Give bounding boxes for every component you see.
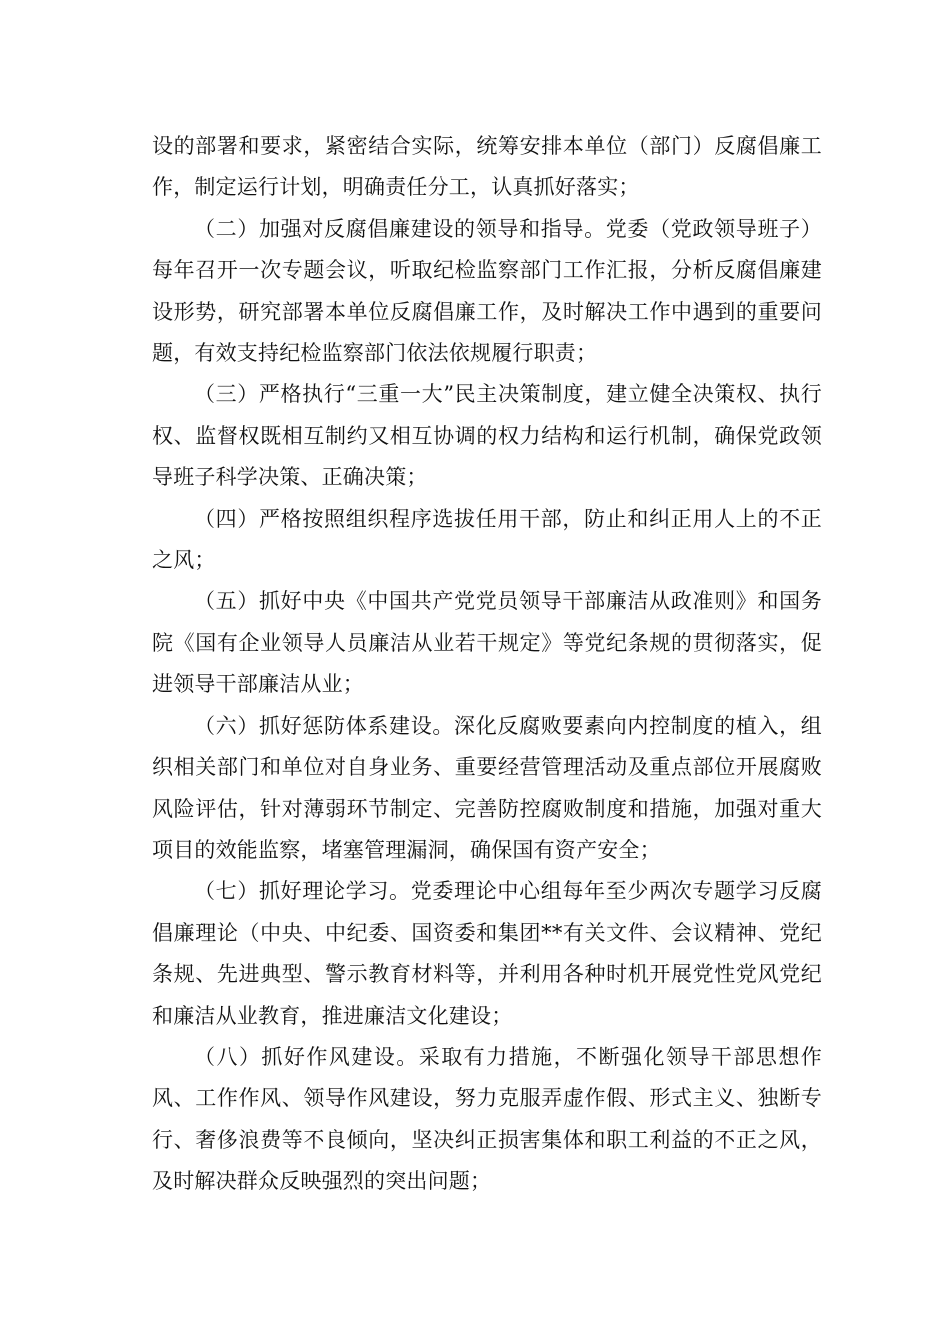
paragraph-item-4: （四）严格按照组织程序选拔任用干部，防止和纠正用人上的不正之风；: [152, 506, 822, 573]
paragraph-item-8: （八）抓好作风建设。采取有力措施，不断强化领导干部思想作风、工作作风、领导作风建设，努力克服弄虚作假、形式主义、独断专行、奢侈浪费等不良倾向，坚决纠正损害集体和职工利益的不正之风，及时解决群众反映强烈的突出问题；: [152, 1044, 822, 1194]
paragraph-item-7: （七）抓好理论学习。党委理论中心组每年至少两次专题学习反腐倡廉理论（中央、中纪委、国资委和集团**有关文件、会议精神、党纪条规、先进典型、警示教育材料等，并利用各种时机开展党性党风党纪和廉洁从业教育，推进廉洁文化建设；: [152, 879, 822, 1028]
paragraph-continuation: 设的部署和要求，紧密结合实际，统筹安排本单位（部门）反腐倡廉工作，制定运行计划，明确责任分工，认真抓好落实；: [152, 134, 822, 200]
paragraph-item-6: （六）抓好惩防体系建设。深化反腐败要素向内控制度的植入，组织相关部门和单位对自身业务、重要经营管理活动及重点部位开展腐败风险评估，针对薄弱环节制定、完善防控腐败制度和措施，加强对重大项目的效能监察，堵塞管理漏洞，确保国有资产安全；: [152, 713, 822, 862]
paragraph-item-5: （五）抓好中央《中国共产党党员领导干部廉洁从政准则》和国务院《国有企业领导人员廉洁从业若干规定》等党纪条规的贯彻落实，促进领导干部廉洁从业；: [152, 589, 822, 697]
document-body: [152, 126, 822, 1203]
paragraph-item-2: （二）加强对反腐倡廉建设的领导和指导。党委（党政领导班子）每年召开一次专题会议，听取纪检监察部门工作汇报，分析反腐倡廉建设形势，研究部署本单位反腐倡廉工作，及时解决工作中遇到的重要问题，有效支持纪检监察部门依法依规履行职责；: [152, 216, 822, 366]
paragraph-item-3: （三）严格执行“三重一大”民主决策制度，建立健全决策权、执行权、监督权既相互制约又相互协调的权力结构和运行机制，确保党政领导班子科学决策、正确决策；: [152, 382, 822, 490]
